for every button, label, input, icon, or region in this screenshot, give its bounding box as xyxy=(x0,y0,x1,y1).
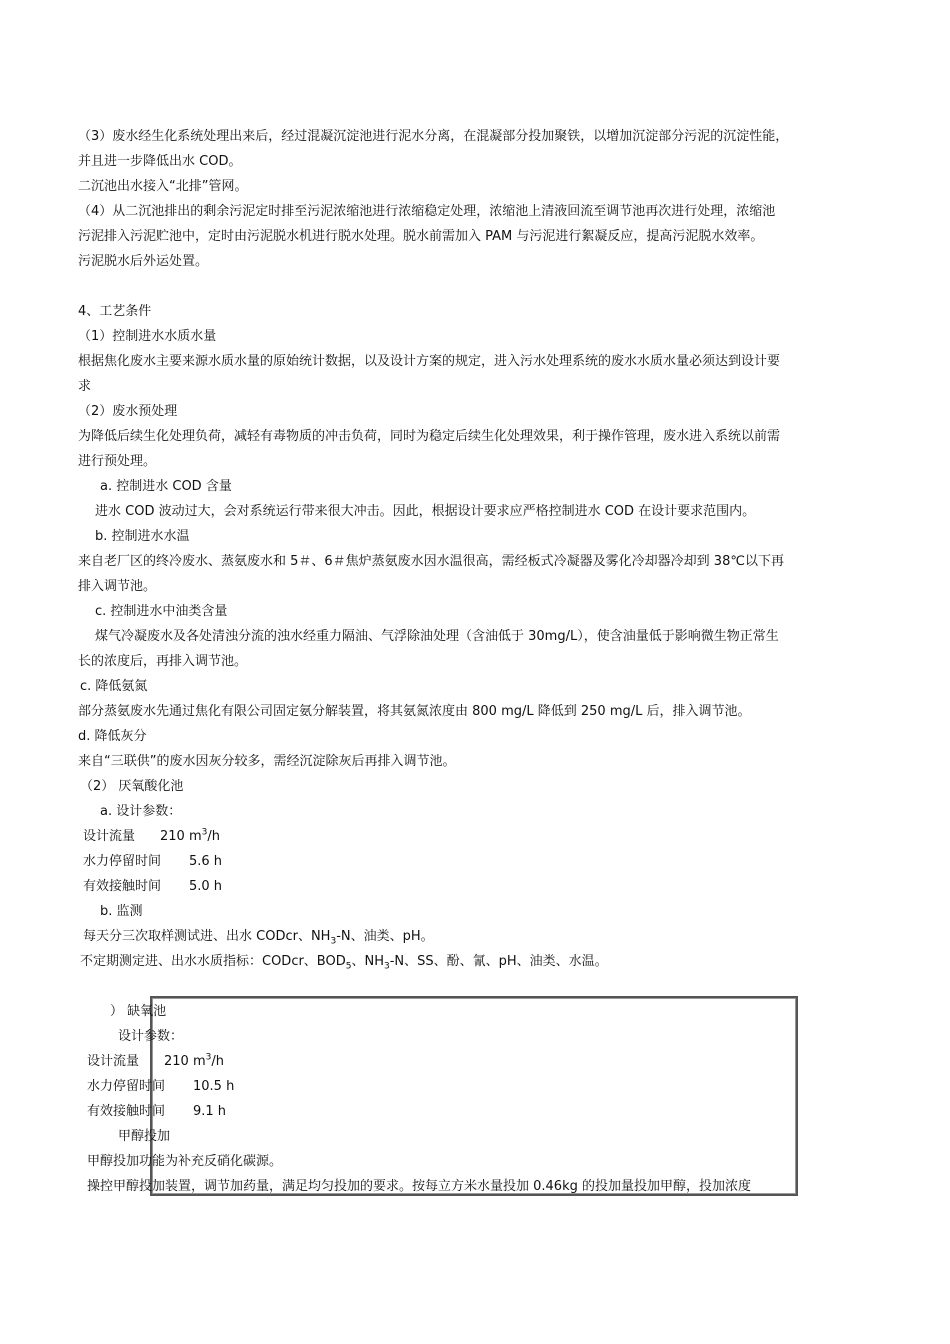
subsection-heading: ） 缺氧池 xyxy=(110,1004,167,1019)
item-heading: b. 控制进水水温 xyxy=(95,529,190,544)
param-value: 5.0 h xyxy=(189,879,223,894)
paragraph-line: 并且进一步降低出水 COD。 xyxy=(78,154,242,169)
param-label: 设计流量 xyxy=(87,1054,140,1069)
paragraph-line: 来自“三联供”的废水因灰分较多，需经沉淀除灰后再排入调节池。 xyxy=(78,754,456,769)
item-heading: c. 降低氨氮 xyxy=(80,679,148,694)
paragraph-line: 进水 COD 波动过大，会对系统运行带来很大冲击。因此，根据设计要求应严格控制进水 COD 在设计要求范围内。 xyxy=(95,504,756,519)
item-heading: b. 监测 xyxy=(100,904,143,919)
param-value: 210 $m^3/h$ xyxy=(164,1052,224,1069)
section-heading: 4、工艺条件 xyxy=(78,304,152,319)
param-value: 210 $m^3/h$ xyxy=(160,827,220,844)
param-label: 水力停留时间 xyxy=(83,854,162,869)
paragraph-line: 长的浓度后，再排入调节池。 xyxy=(78,654,248,669)
item-heading: a. 设计参数： xyxy=(100,804,182,819)
subsection-heading: （1）控制进水水质水量 xyxy=(78,329,217,344)
param-value: 10.5 h xyxy=(193,1079,235,1094)
param-label: 有效接触时间 xyxy=(87,1104,166,1119)
paragraph-line: 甲醇投加功能为补充反硝化碳源。 xyxy=(87,1154,283,1169)
paragraph-line: （3）废水经生化系统处理出来后，经过混凝沉淀池进行泥水分离，在混凝部分投加聚铁，以增加沉淀部分污泥的沉淀性能， xyxy=(78,129,789,144)
param-label: 水力停留时间 xyxy=(87,1079,166,1094)
paragraph-line: 求 xyxy=(78,379,92,394)
paragraph-line: 操控甲醇投加装置，调节加药量，满足均匀投加的要求。按每立方米水量投加 0.46kg 的投加量投加甲醇，投加浓度 xyxy=(87,1179,751,1194)
param-value: 9.1 h xyxy=(193,1104,227,1119)
subsection-heading: （2）废水预处理 xyxy=(78,404,178,419)
paragraph-line: 根据焦化废水主要来源水质水量的原始统计数据，以及设计方案的规定，进入污水处理系统的废水水质水量必须达到设计要 xyxy=(78,354,781,369)
paragraph-line: 排入调节池。 xyxy=(78,579,157,594)
param-label: 有效接触时间 xyxy=(83,879,162,894)
paragraph-line: 为降低后续生化处理负荷，减轻有毒物质的冲击负荷，同时为稳定后续生化处理效果，利于操作管理，废水进入系统以前需 xyxy=(78,429,781,444)
paragraph-line: （4）从二沉池排出的剩余污泥定时排至污泥浓缩池进行浓缩稳定处理，浓缩池上清液回流至调节池再次进行处理，浓缩池 xyxy=(78,204,776,219)
subsection-heading: （2） 厌氧酸化池 xyxy=(80,779,184,794)
param-label: 设计流量 xyxy=(83,829,136,844)
item-heading: a. 控制进水 COD 含量 xyxy=(100,479,232,494)
item-heading: 甲醇投加 xyxy=(118,1129,171,1144)
paragraph-line: 二沉池出水接入“北排”管网。 xyxy=(78,179,248,194)
item-heading: d. 降低灰分 xyxy=(78,729,147,744)
paragraph-line: 污泥排入污泥贮池中，定时由污泥脱水机进行脱水处理。脱水前需加入 PAM 与污泥进行絮凝反应，提高污泥脱水效率。 xyxy=(78,229,764,244)
paragraph-line: 部分蒸氨废水先通过焦化有限公司固定氨分解装置，将其氨氮浓度由 800 mg/L 降低到 250 mg/L 后，排入调节池。 xyxy=(78,704,751,719)
paragraph-line: 进行预处理。 xyxy=(78,454,157,469)
item-heading: 设计参数： xyxy=(118,1029,184,1044)
paragraph-line: 来自老厂区的终冷废水、蒸氨废水和 5＃、6＃焦炉蒸氨废水因水温很高，需经板式冷凝器及雾化冷却器冷却到 38℃以下再 xyxy=(78,554,784,569)
paragraph-line: 不定期测定进、出水水质指标：CODcr、$BOD_5$、$NH_3-N$、SS、酚、氰、pH、油类、水温。 xyxy=(80,954,608,972)
paragraph-line: 每天分三次取样测试进、出水 CODcr、$NH_3-N$、油类、pH。 xyxy=(83,929,434,947)
paragraph-line: 污泥脱水后外运处置。 xyxy=(78,254,209,269)
paragraph-line: 煤气冷凝废水及各处清浊分流的浊水经重力隔油、气浮除油处理（含油低于 30mg/L），使含油量低于影响微生物正常生 xyxy=(95,629,779,644)
param-value: 5.6 h xyxy=(189,854,223,869)
item-heading: c. 控制进水中油类含量 xyxy=(95,604,228,619)
